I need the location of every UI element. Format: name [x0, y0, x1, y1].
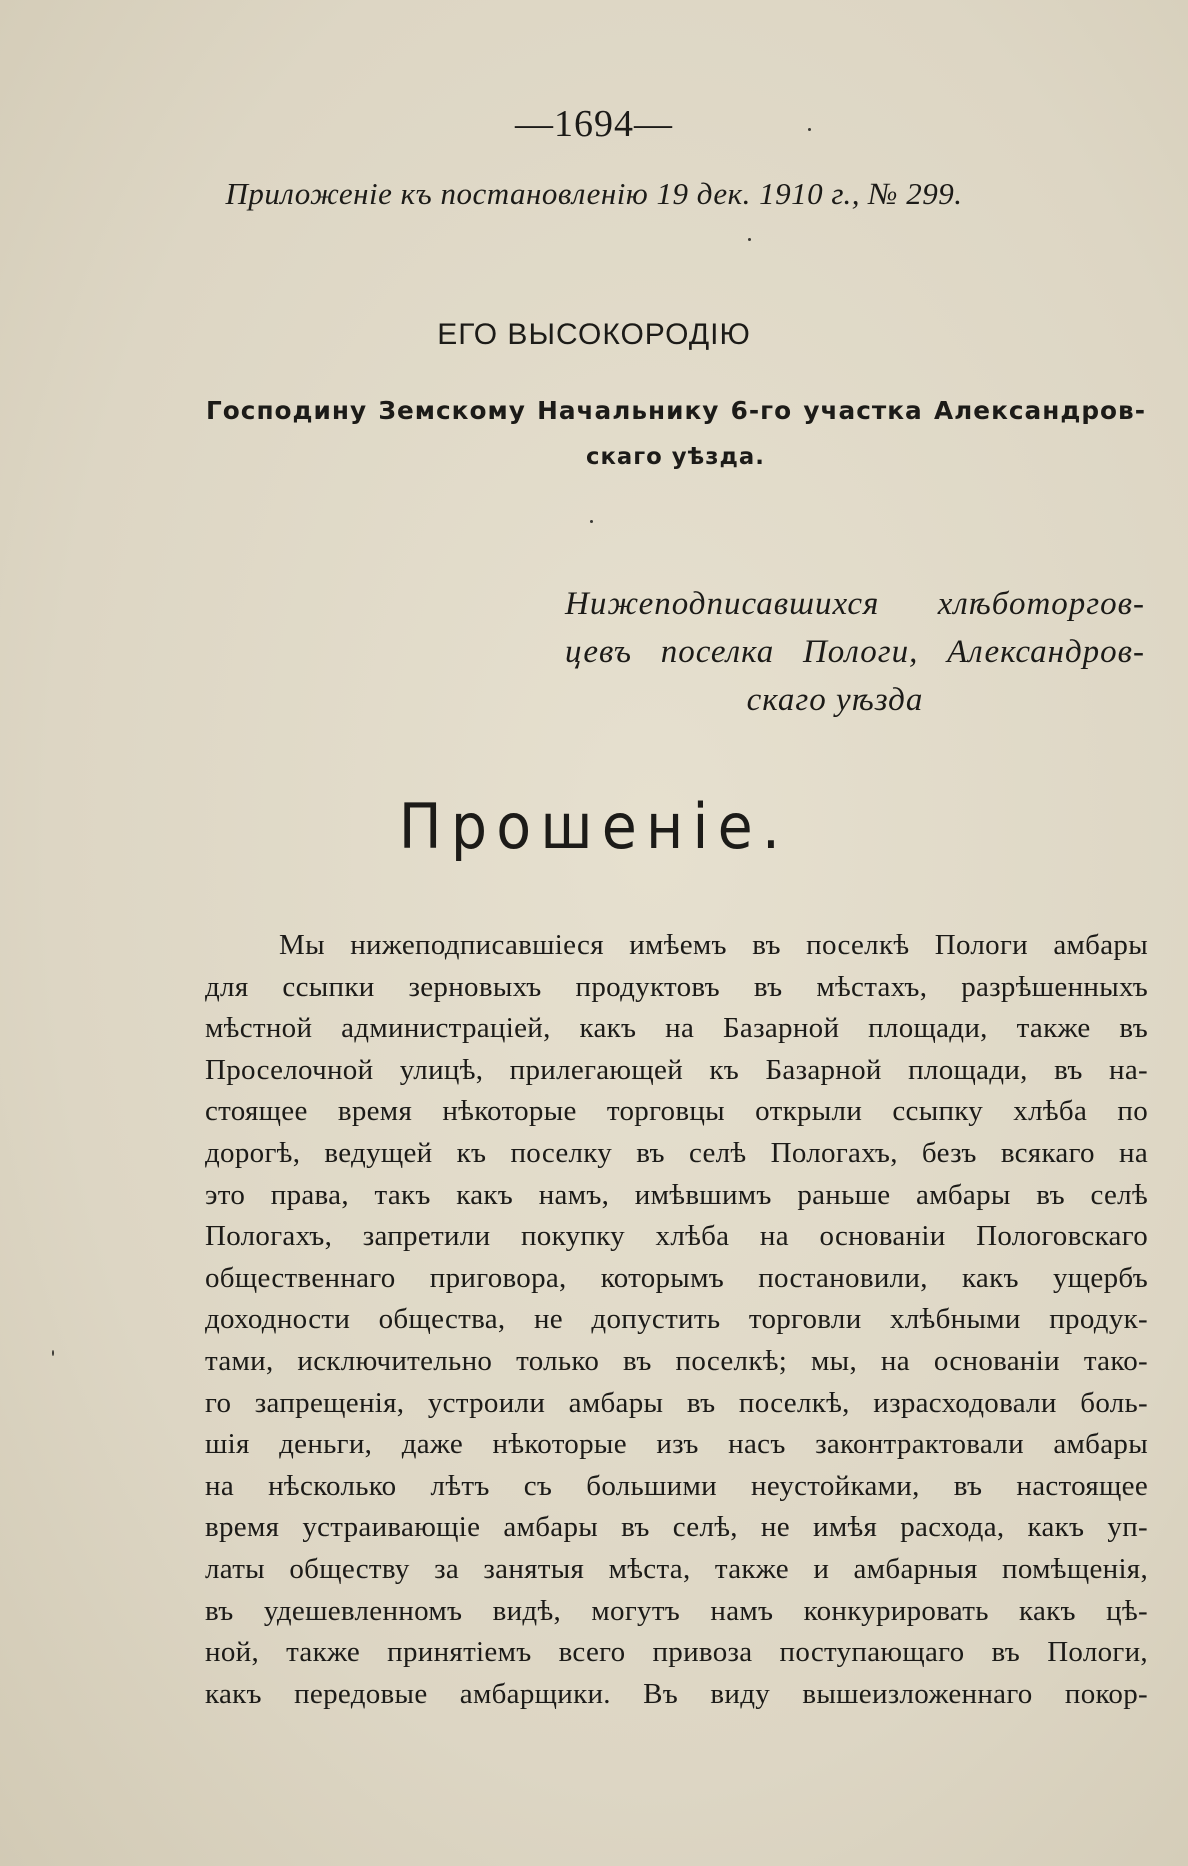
signatories-line: цевъ поселка Пологи, Александров- [565, 634, 1145, 670]
body-line: мѣстной администрацiей, какъ на Базарной площади, также въ [205, 1012, 1148, 1045]
body-line: ной, также принятiемъ всего привоза поступающаго въ Пологи, [205, 1636, 1148, 1669]
body-line: общественнаго приговора, которымъ постановили, какъ ущербъ [205, 1261, 1148, 1294]
body-line: Мы нижеподписавшiеся имѣемъ въ поселкѣ Пологи амбары [279, 929, 1148, 961]
addressee [206, 388, 1146, 480]
petition-body [205, 925, 1148, 1715]
body-line: въ удешевленномъ видѣ, могутъ намъ конкурировать какъ цѣ- [205, 1594, 1148, 1627]
body-line: это права, такъ какъ намъ, имѣвшимъ раньше амбары въ селѣ [205, 1178, 1148, 1211]
addressee-line: скаго уѣзда. [586, 444, 765, 470]
addressee-line: Господину Земскому Начальнику 6-го участка Александров- [206, 396, 1146, 425]
body-line: го запрещенiя, устроили амбары въ поселкѣ, израсходовали боль- [205, 1386, 1148, 1419]
signatories-line: Нижеподписавшихся хлѣботоргов- [565, 586, 1145, 622]
body-line: доходности общества, не допустить торговли хлѣбными продук- [205, 1303, 1148, 1336]
document-title: Прошенiе. [398, 790, 790, 863]
body-line: дорогѣ, ведущей къ поселку въ селѣ Пологахъ, безъ всякаго на [205, 1136, 1148, 1169]
paper-speck [590, 520, 593, 523]
appendix-note: Приложенiе къ постановленiю 19 дек. 1910 г., № 299. [225, 176, 963, 211]
body-line: стоящее время нѣкоторые торговцы открыли ссыпку хлѣба по [205, 1095, 1148, 1128]
page-number: —1694— [515, 103, 673, 145]
body-line: время устраивающiе амбары въ селѣ, не имѣя расхода, какъ уп- [205, 1511, 1148, 1544]
body-line: шiя деньги, даже нѣкоторые изъ насъ законтрактовали амбары [205, 1428, 1148, 1461]
salutation: ЕГО ВЫСОКОРОДIЮ [437, 318, 751, 351]
signatories-line: скаго уѣзда [746, 682, 924, 718]
paper-speck [52, 1350, 54, 1356]
paper-speck [748, 238, 751, 241]
signatories [565, 580, 1145, 724]
body-line: Проселочной улицѣ, прилегающей къ Базарной площади, въ на- [205, 1053, 1148, 1086]
body-line: на нѣсколько лѣтъ съ большими неустойками, въ настоящее [205, 1469, 1148, 1502]
paper-speck [808, 128, 811, 131]
body-line: тами, исключительно только въ поселкѣ; мы, на основанiи тако- [205, 1344, 1148, 1377]
body-line: какъ передовые амбарщики. Въ виду вышеизложеннаго покор- [205, 1677, 1148, 1710]
body-line: латы обществу за занятыя мѣста, также и амбарныя помѣщенiя, [205, 1552, 1148, 1585]
body-line: Пологахъ, запретили покупку хлѣба на основанiи Пологовскаго [205, 1220, 1148, 1253]
body-line: для ссыпки зерновыхъ продуктовъ въ мѣстахъ, разрѣшенныхъ [205, 970, 1148, 1003]
